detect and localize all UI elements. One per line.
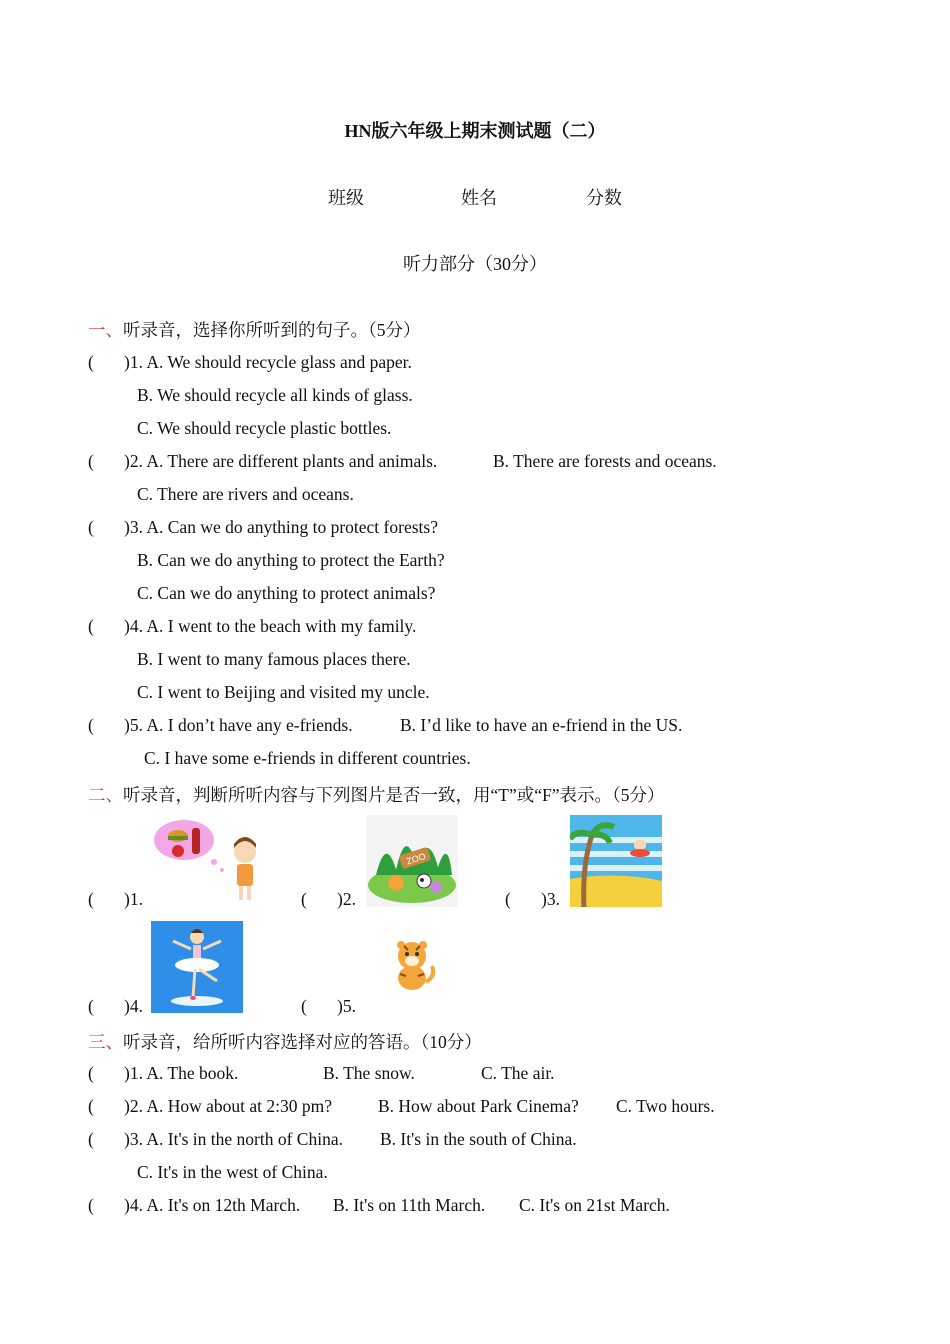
part3-q4-c: C. It's on 21st March. bbox=[519, 1195, 670, 1215]
beach-picture bbox=[570, 815, 662, 907]
part1-q5-c: C. I have some e-friends in different countries. bbox=[144, 748, 471, 768]
zoo-picture bbox=[366, 815, 458, 907]
answer-blank[interactable]: ( bbox=[88, 1129, 94, 1149]
answer-blank[interactable]: ( bbox=[88, 451, 94, 471]
answer-blank[interactable]: ( bbox=[88, 1063, 94, 1083]
option-text: )1. A. The book. bbox=[124, 1063, 239, 1083]
part1-number: 一、 bbox=[88, 320, 123, 340]
part2-heading bbox=[88, 782, 665, 807]
part3-q1-b: B. The snow. bbox=[323, 1063, 415, 1083]
part3-heading bbox=[88, 1029, 482, 1054]
answer-blank[interactable]: ( bbox=[301, 889, 307, 909]
item-label: )2. bbox=[337, 889, 356, 909]
part2-number: 二、 bbox=[88, 785, 123, 805]
option-text: )1. A. We should recycle glass and paper. bbox=[124, 352, 412, 372]
answer-blank[interactable]: ( bbox=[88, 616, 94, 636]
answer-blank[interactable]: ( bbox=[88, 996, 94, 1016]
part1-q5 bbox=[88, 715, 353, 736]
part1-q2-c: C. There are rivers and oceans. bbox=[137, 484, 354, 504]
part2-instruction: 听录音，判断所听内容与下列图片是否一致，用“T”或“F”表示。（5分） bbox=[123, 785, 665, 805]
name-label: 姓名 bbox=[461, 188, 497, 208]
answer-blank[interactable]: ( bbox=[88, 715, 94, 735]
option-text: )3. A. Can we do anything to protect forests? bbox=[124, 517, 438, 537]
part1-heading bbox=[88, 317, 421, 342]
part3-number: 三、 bbox=[88, 1032, 123, 1052]
part2-item-5 bbox=[301, 996, 356, 1017]
answer-blank[interactable]: ( bbox=[88, 1096, 94, 1116]
part1-q4 bbox=[88, 616, 416, 637]
item-label: )4. bbox=[124, 996, 143, 1016]
option-text: )2. A. How about at 2:30 pm? bbox=[124, 1096, 333, 1116]
part1-instruction: 听录音，选择你所听到的句子。（5分） bbox=[123, 320, 421, 340]
part1-q3-b: B. Can we do anything to protect the Earth? bbox=[137, 550, 445, 570]
score-label: 分数 bbox=[586, 188, 622, 208]
part3-q1 bbox=[88, 1063, 238, 1084]
part1-q3 bbox=[88, 517, 438, 538]
option-text: )2. A. There are different plants and animals. bbox=[124, 451, 438, 471]
part3-instruction: 听录音，给所听内容选择对应的答语。（10分） bbox=[123, 1032, 482, 1052]
part1-q1 bbox=[88, 352, 412, 373]
girl-food-picture bbox=[152, 816, 262, 908]
part3-q1-c: C. The air. bbox=[481, 1063, 555, 1083]
ballet-picture bbox=[151, 921, 243, 1013]
part2-item-3 bbox=[505, 889, 560, 910]
part1-q2 bbox=[88, 451, 437, 472]
part3-q3 bbox=[88, 1129, 343, 1150]
part3-q4-b: B. It's on 11th March. bbox=[333, 1195, 486, 1215]
option-text: )4. A. I went to the beach with my family. bbox=[124, 616, 417, 636]
part1-q4-b: B. I went to many famous places there. bbox=[137, 649, 411, 669]
part2-item-1 bbox=[88, 889, 143, 910]
part3-q2-b: B. How about Park Cinema? bbox=[378, 1096, 579, 1116]
part1-q1-b: B. We should recycle all kinds of glass. bbox=[137, 385, 413, 405]
part1-q5-b: B. I’d like to have an e-friend in the US. bbox=[400, 715, 683, 735]
part1-q3-c: C. Can we do anything to protect animals? bbox=[137, 583, 436, 603]
part1-q4-c: C. I went to Beijing and visited my uncle. bbox=[137, 682, 430, 702]
page-title: HN版六年级上期末测试题（二） bbox=[344, 121, 606, 141]
option-text: )3. A. It's in the north of China. bbox=[124, 1129, 343, 1149]
part2-item-4 bbox=[88, 996, 143, 1017]
listening-heading: 听力部分（30分） bbox=[403, 254, 547, 274]
part3-q3-c: C. It's in the west of China. bbox=[137, 1162, 328, 1182]
class-label: 班级 bbox=[328, 188, 364, 208]
option-text: )4. A. It's on 12th March. bbox=[124, 1195, 301, 1215]
part1-q1-c: C. We should recycle plastic bottles. bbox=[137, 418, 392, 438]
answer-blank[interactable]: ( bbox=[88, 352, 94, 372]
item-label: )5. bbox=[337, 996, 356, 1016]
part2-item-2 bbox=[301, 889, 356, 910]
option-text: )5. A. I don’t have any e-friends. bbox=[124, 715, 353, 735]
tiger-picture bbox=[386, 938, 438, 994]
part3-q4 bbox=[88, 1195, 300, 1216]
answer-blank[interactable]: ( bbox=[88, 517, 94, 537]
item-label: )1. bbox=[124, 889, 143, 909]
zoo-sign-text: ZOO bbox=[405, 850, 427, 867]
answer-blank[interactable]: ( bbox=[505, 889, 511, 909]
answer-blank[interactable]: ( bbox=[88, 889, 94, 909]
part3-q2 bbox=[88, 1096, 332, 1117]
part1-q2-b: B. There are forests and oceans. bbox=[493, 451, 717, 471]
part3-q2-c: C. Two hours. bbox=[616, 1096, 715, 1116]
item-label: )3. bbox=[541, 889, 560, 909]
answer-blank[interactable]: ( bbox=[88, 1195, 94, 1215]
answer-blank[interactable]: ( bbox=[301, 996, 307, 1016]
part3-q3-b: B. It's in the south of China. bbox=[380, 1129, 577, 1149]
